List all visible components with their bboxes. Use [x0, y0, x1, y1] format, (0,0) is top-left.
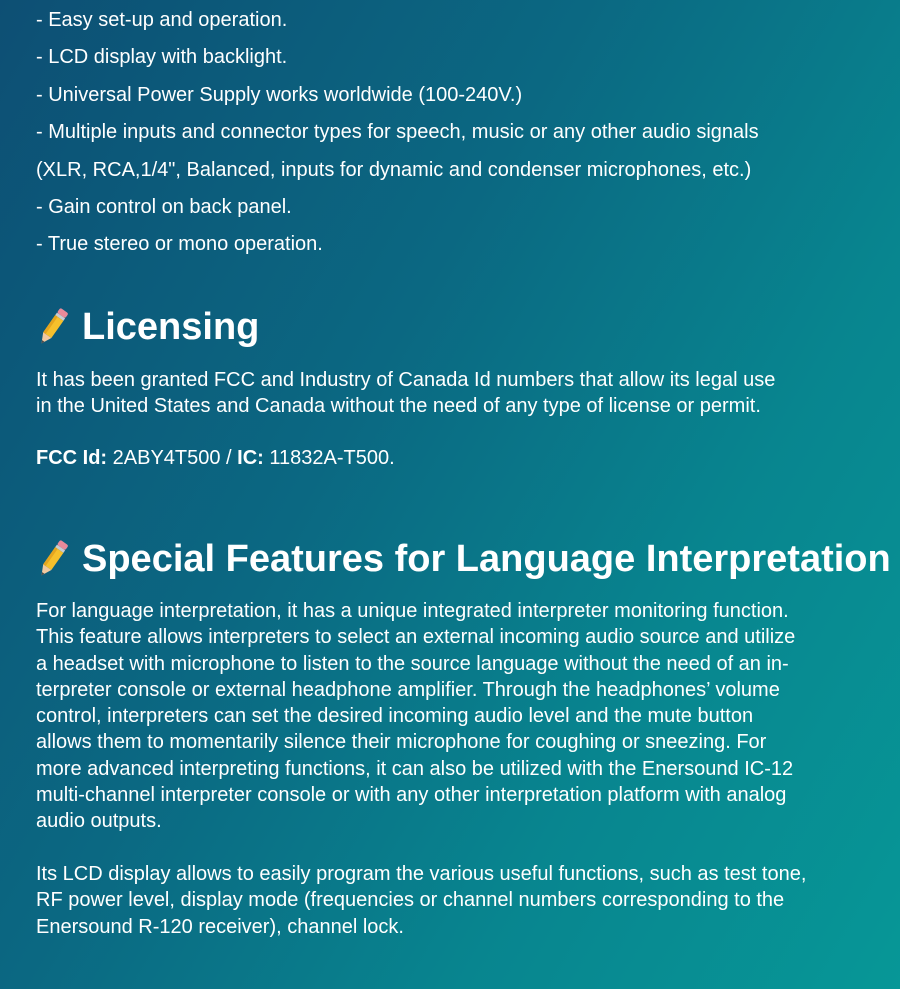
special-features-paragraph-2 — [36, 861, 806, 940]
feature-item: - True stereo or mono operation. — [36, 233, 323, 256]
feature-item: - Universal Power Supply works worldwide (100-240V.) — [36, 83, 523, 106]
licensing-line: in the United States and Canada without the need of any type of license or permit. — [36, 395, 761, 418]
licensing-line: It has been granted FCC and Industry of Canada Id numbers that allow its legal use — [36, 369, 776, 391]
paragraph-line: For language interpretation, it has a unique integrated interpreter monitoring function. — [36, 600, 789, 622]
paragraph-line: control, interpreters can set the desired incoming audio level and the mute button — [36, 705, 754, 728]
paragraph-line: RF power level, display mode (frequencies or channel numbers corresponding to the — [36, 889, 785, 912]
paragraph-line: This feature allows interpreters to select an external incoming audio source and utilize — [36, 626, 796, 649]
paragraph-line: allows them to momentarily silence their microphone for coughing or sneezing. For — [36, 731, 767, 754]
paragraph-line: audio outputs. — [36, 810, 162, 833]
pencil-icon — [36, 305, 70, 349]
ic-value: 11832A-T500. — [263, 447, 395, 469]
paragraph-line: Enersound R-120 receiver), channel lock. — [36, 915, 404, 938]
fcc-ic-line — [36, 445, 395, 471]
licensing-text — [36, 367, 775, 420]
paragraph-line: Its LCD display allows to easily program the various useful functions, such as test tone, — [36, 863, 807, 885]
licensing-heading — [36, 304, 259, 350]
special-features-title: Special Features for Language Interpretation — [82, 538, 891, 580]
fcc-value: 2ABY4T500 / — [107, 447, 238, 469]
paragraph-line: more advanced interpreting functions, it can also be utilized with the Enersound IC-12 — [36, 757, 794, 780]
feature-item: - Multiple inputs and connector types for speech, music or any other audio signals — [36, 121, 759, 144]
fcc-label: FCC Id: — [36, 447, 108, 469]
special-features-paragraph-1 — [36, 598, 795, 835]
feature-item: - Gain control on back panel. — [36, 196, 292, 219]
ic-label: IC: — [237, 447, 264, 469]
features-list — [36, 2, 886, 264]
licensing-title: Licensing — [82, 306, 260, 348]
paragraph-line: a headset with microphone to listen to the source language without the need of an in- — [36, 652, 789, 675]
pencil-icon — [36, 537, 70, 581]
paragraph-line: terpreter console or external headphone amplifier. Through the headphones’ volume — [36, 678, 780, 701]
feature-item: - Easy set-up and operation. — [36, 9, 288, 31]
feature-item: - LCD display with backlight. — [36, 46, 288, 69]
special-features-heading — [36, 536, 891, 582]
feature-item: (XLR, RCA,1/4", Balanced, inputs for dynamic and condenser microphones, etc.) — [36, 158, 752, 181]
paragraph-line: multi-channel interpreter console or with any other interpretation platform with analog — [36, 784, 787, 807]
